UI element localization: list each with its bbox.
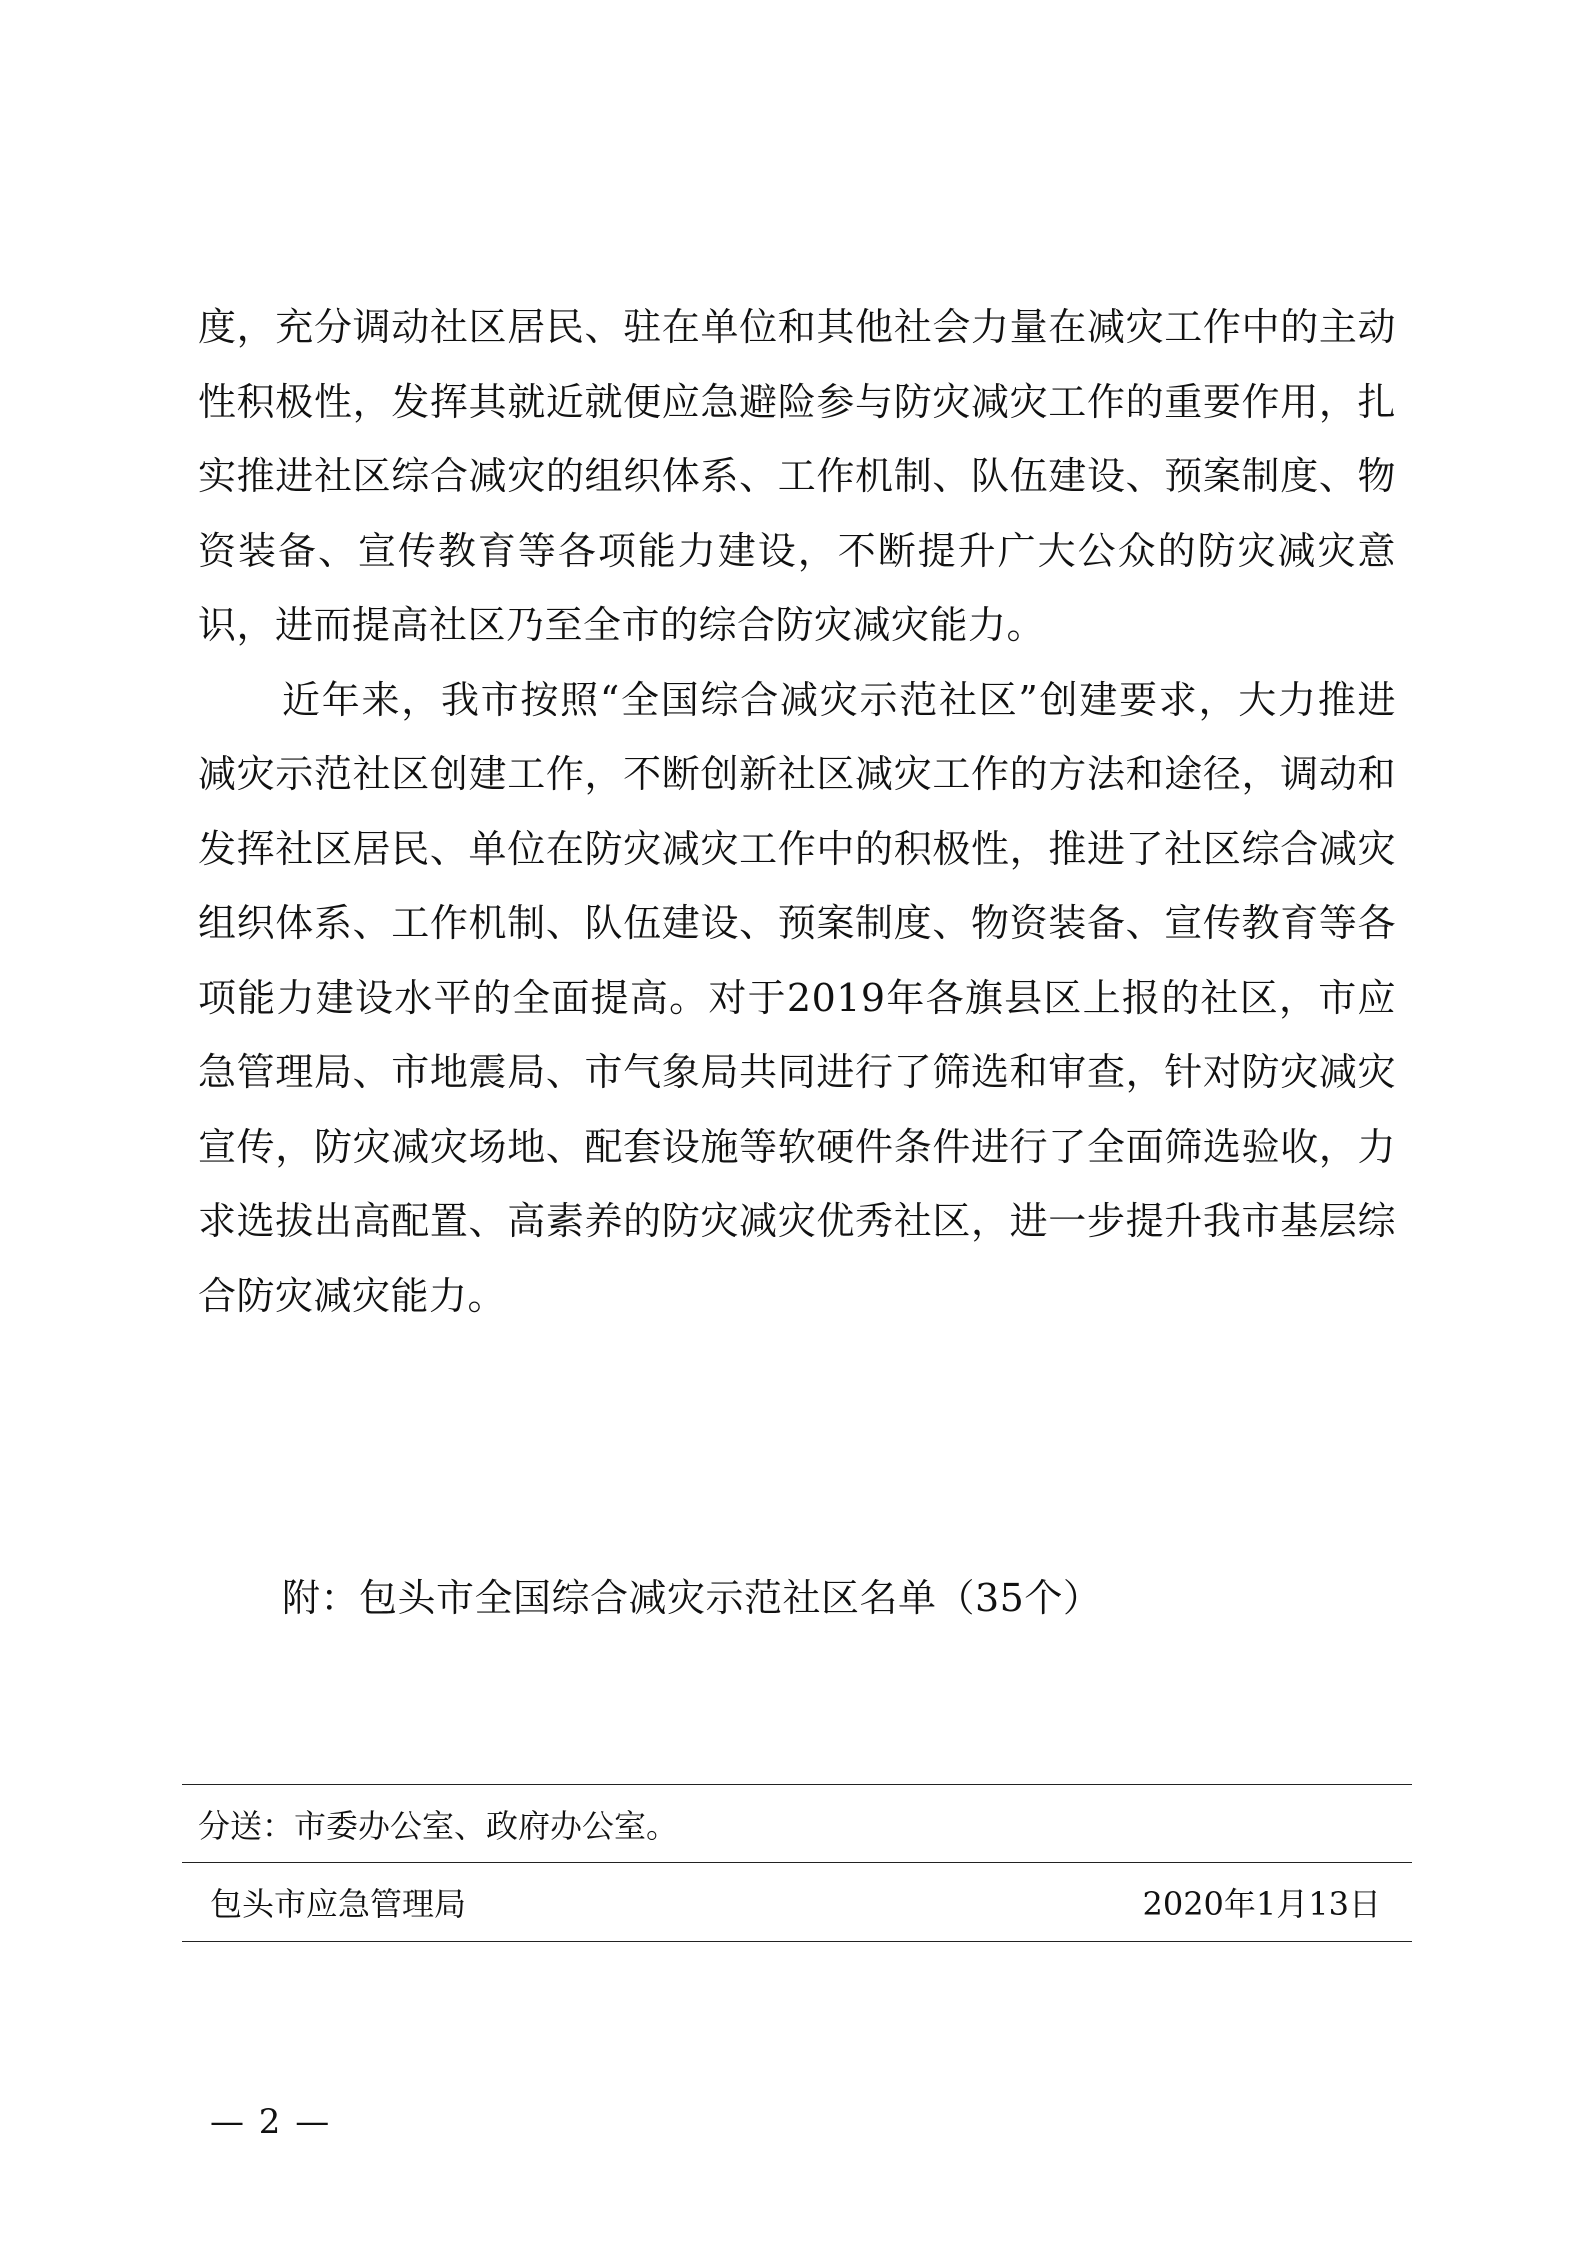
attachment-note: 附：包头市全国综合减灾示范社区名单（35个） bbox=[282, 1576, 1102, 1620]
issue-date: 2020年1月13日 bbox=[1142, 1885, 1381, 1923]
body-paragraph-1: 度，充分调动社区居民、驻在单位和其他社会力量在减灾工作中的主动性积极性，发挥其就近就便应急避险参与防灾减灾工作的重要作用，扎实推进社区综合减灾的组织体系、工作机制、队伍建设、预案制度、物资装备、宣传教育等各项能力建设，不断提升广大公众的防灾减灾意识，进而提高社区乃至全市的综合防灾减灾能力。 bbox=[198, 305, 1396, 647]
document-body bbox=[198, 290, 1396, 1333]
footer-rule-middle bbox=[182, 1862, 1412, 1863]
distribution-line: 分送：市委办公室、政府办公室。 bbox=[198, 1807, 679, 1845]
body-paragraph-2: 近年来，我市按照“全国综合减灾示范社区”创建要求，大力推进减灾示范社区创建工作，不断创新社区减灾工作的方法和途径，调动和发挥社区居民、单位在防灾减灾工作中的积极性，推进了社区综合减灾组织体系、工作机制、队伍建设、预案制度、物资装备、宣传教育等各项能力建设水平的全面提高。对于2019年各旗县区上报的社区，市应急管理局、市地震局、市气象局共同进行了筛选和审查，针对防灾减灾宣传，防灾减灾场地、配套设施等软硬件条件进行了全面筛选验收，力求选拔出高配置、高素养的防灾减灾优秀社区，进一步提升我市基层综合防灾减灾能力。 bbox=[198, 677, 1396, 1318]
footer-rule-bottom bbox=[182, 1941, 1412, 1942]
footer-rule-top bbox=[182, 1784, 1412, 1785]
page-number: — 2 — bbox=[210, 2102, 332, 2142]
issuing-agency: 包头市应急管理局 bbox=[210, 1885, 467, 1923]
